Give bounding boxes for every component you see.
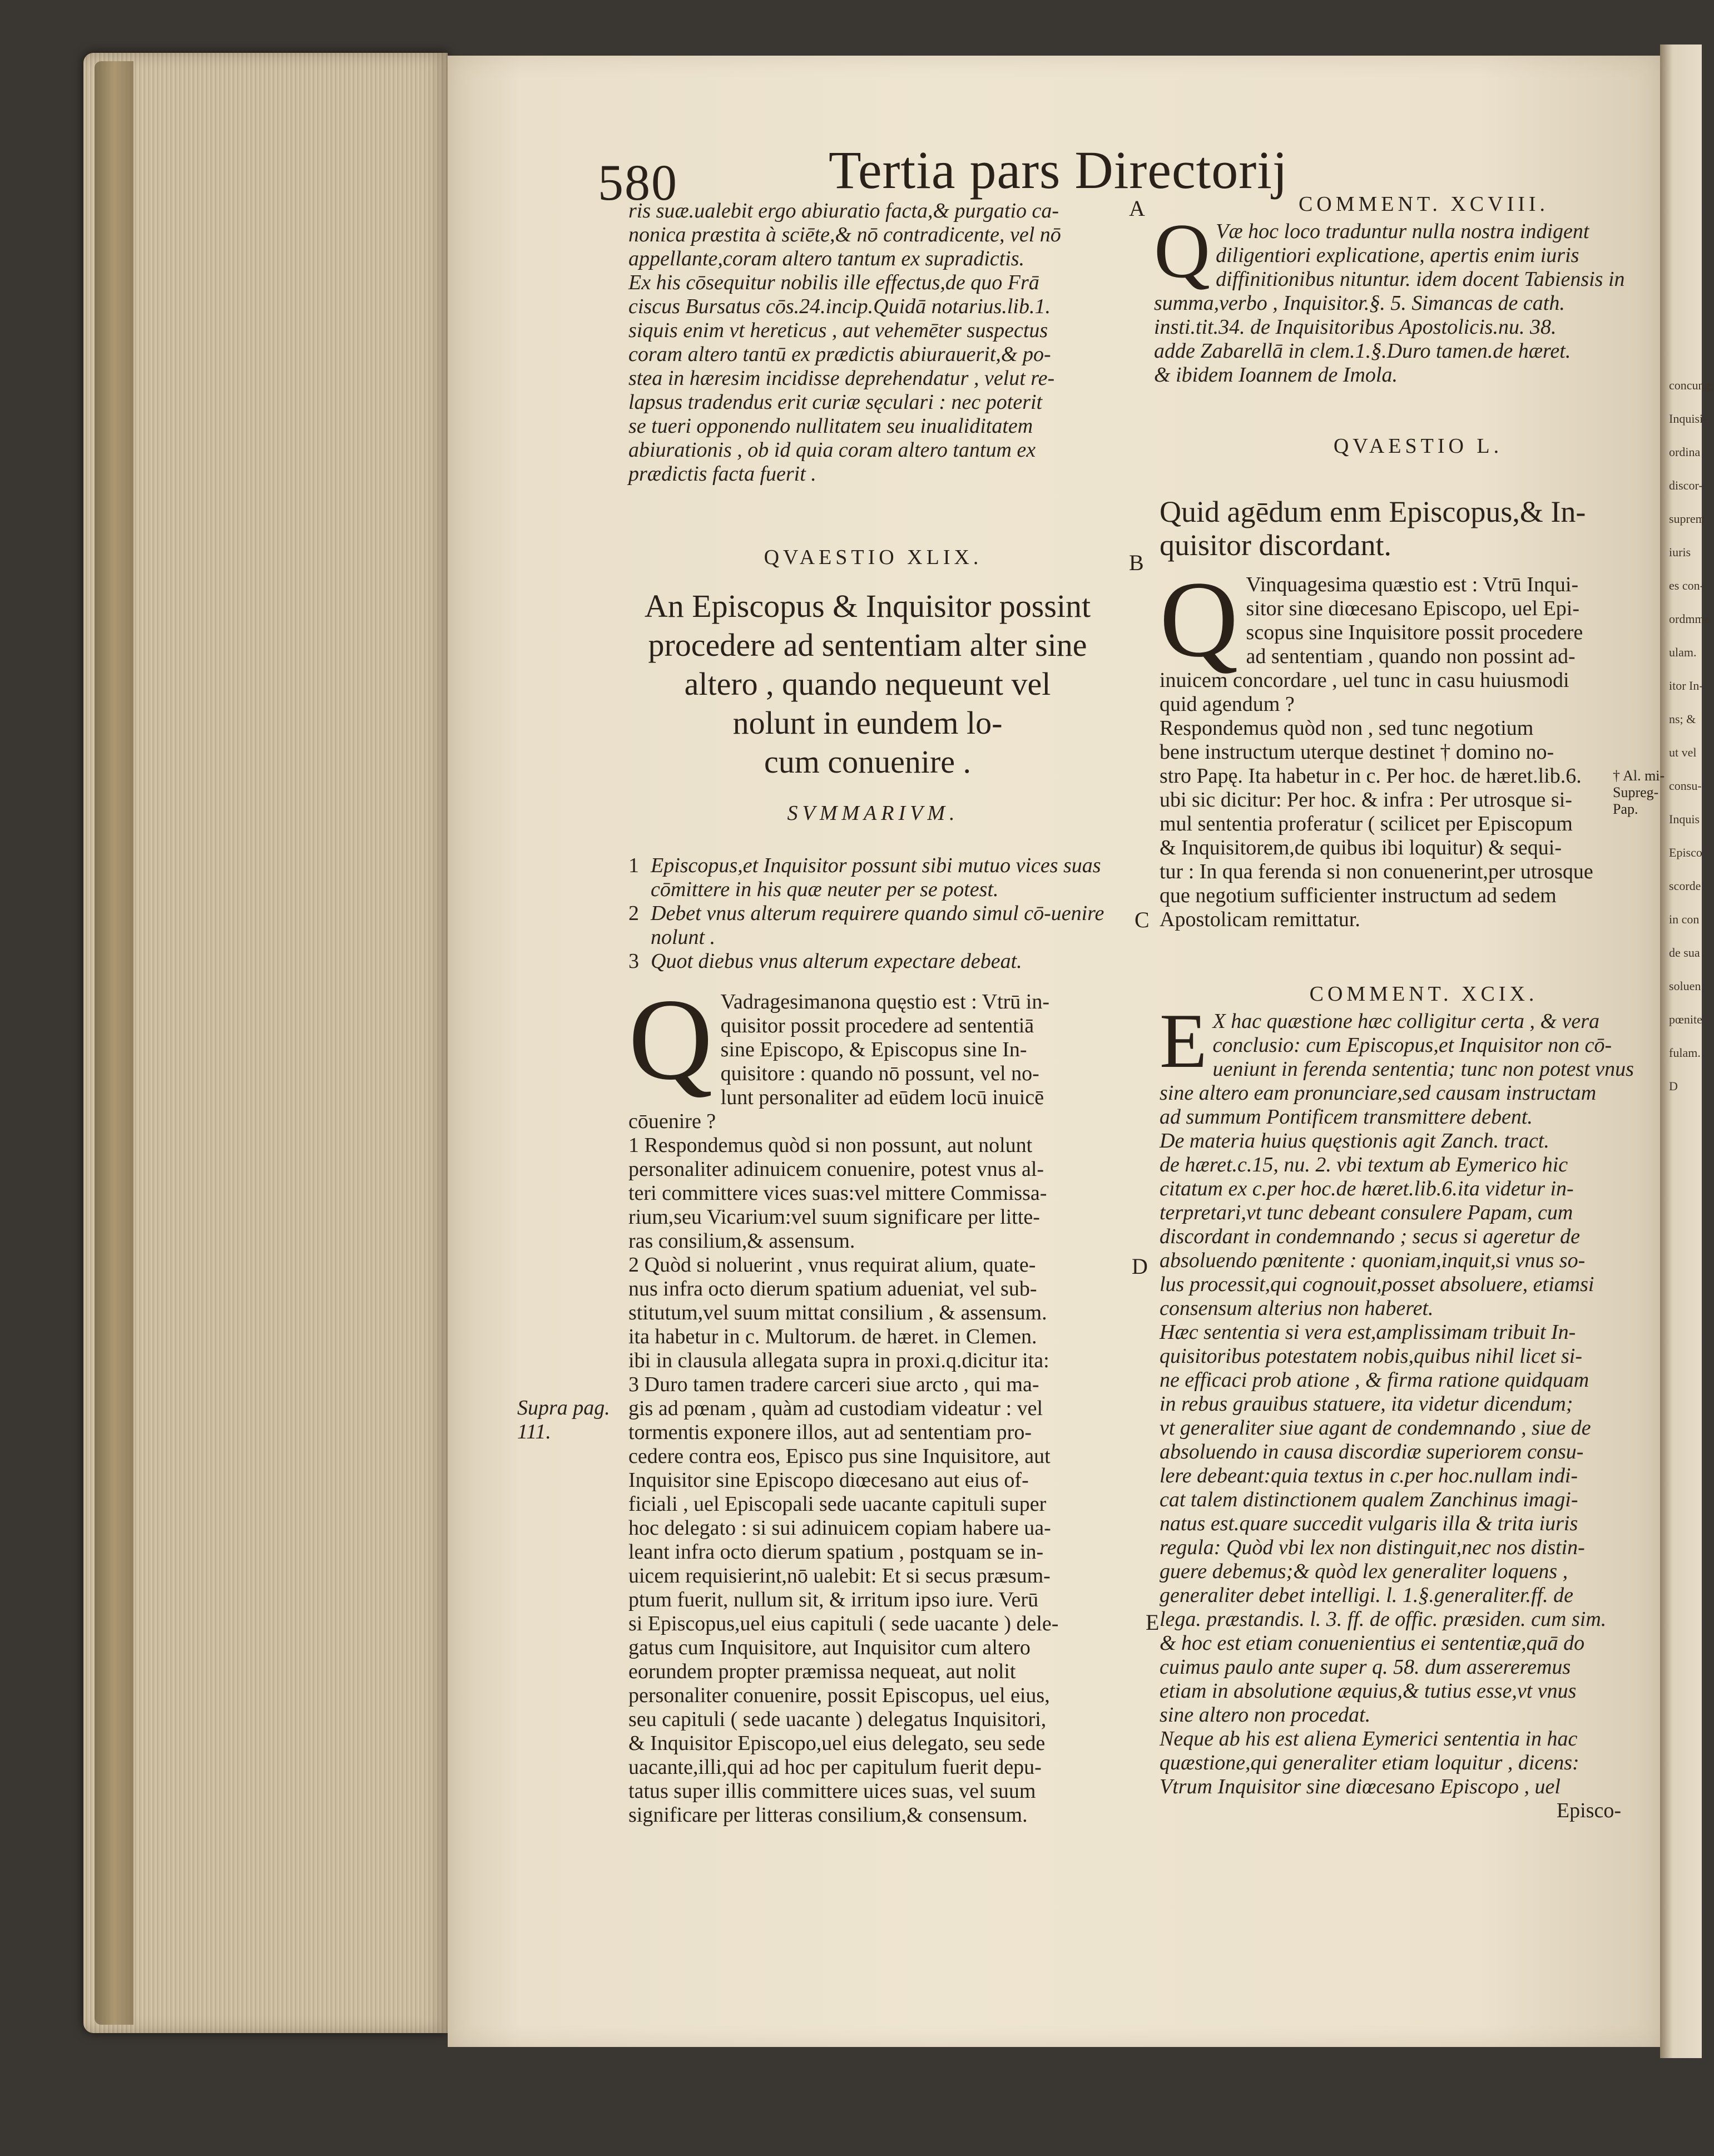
facing-page-text: D	[1669, 1079, 1678, 1093]
text-line: & hoc est etiam conuenientius ei sententiæ,quā do	[1160, 1631, 1585, 1655]
quaestio-50-title	[1160, 495, 1643, 562]
facing-page-text: scorde	[1669, 879, 1701, 893]
text-line: stea in hæresim incidisse deprehendatur , velut re-	[628, 367, 1055, 390]
comment-98-label-block	[1212, 192, 1635, 216]
comment-99-label-block	[1212, 982, 1635, 1006]
facing-page-text: es con-	[1669, 578, 1704, 592]
text-line: X hac quæstione hæc colligitur certa , & vera	[1212, 1010, 1600, 1033]
text-line: vt generaliter siue agant de condemnando , siue de	[1160, 1416, 1591, 1440]
comment-99-label: COMMENT. XCIX.	[1309, 982, 1538, 1006]
title-line: An Episcopus & Inquisitor possint	[644, 588, 1091, 624]
text-line: eorundem propter præmissa nequeat, aut nolit	[628, 1660, 1016, 1683]
text-line: scopus sine Inquisitore possit procedere	[1246, 621, 1583, 644]
margin-letter-b: B	[1129, 550, 1144, 575]
comment-99-body	[1160, 998, 1638, 1823]
text-line: quæstione,qui generaliter etiam loquitur , dicens:	[1160, 1751, 1579, 1774]
page-number: 580	[598, 154, 678, 211]
dropcap-e-comment99: E	[1160, 998, 1207, 1084]
quaestio-49-body	[628, 975, 1118, 1827]
text-line: & ibidem Ioannem de Imola.	[1154, 363, 1398, 387]
text-line: lere debeant:quia textus in c.per hoc.nullam indi-	[1160, 1464, 1578, 1487]
text-line: lunt personaliter ad eūdem locū inuicē cōuenire ?	[628, 1086, 1044, 1133]
quaestio-50-title-block	[1160, 495, 1643, 562]
summarium-item	[628, 950, 1129, 973]
text-line: nonica præstita à sciēte,& nō contradicente, vel nō	[628, 223, 1061, 246]
text-line: lapsus tradendus erit curiæ sęculari : nec poterit	[628, 390, 1043, 414]
catchword: Episco-	[1556, 1799, 1621, 1822]
facing-page-text: ulam.	[1669, 645, 1697, 659]
text-line: adde Zabarellā in clem.1.§.Duro tamen.de hæret.	[1154, 339, 1571, 363]
facing-page-text: suprem	[1669, 512, 1705, 526]
summarium-item	[628, 902, 1129, 950]
quaestio-49-body-text	[628, 975, 1118, 1827]
text-line: Respondemus quòd non , sed tunc negotium	[1160, 716, 1534, 740]
text-line: significare per litteras consilium,& consensum.	[628, 1803, 1028, 1827]
text-line: guere debemus;& quòd lex generaliter loquens ,	[1160, 1560, 1568, 1583]
margin-letter-a: A	[1129, 196, 1145, 221]
text-line: & Inquisitor Episcopo,uel eius delegato, seu sede	[628, 1732, 1046, 1755]
text-line: Apostolicam remittatur.	[1160, 908, 1360, 931]
text-line: gatus cum Inquisitore, aut Inquisitor cum altero	[628, 1636, 1031, 1659]
facing-page-text: in con	[1669, 912, 1700, 926]
text-line: quisitore : quando nō possunt, vel no-	[720, 1062, 1039, 1085]
facing-page-text: itor In-	[1669, 679, 1703, 693]
side-note-line: Supra pag.	[517, 1396, 610, 1420]
text-line: tormentis exponere illos, aut ad sententiam pro-	[628, 1421, 1032, 1444]
text-line: cedere contra eos, Episco pus sine Inquisitore, aut	[628, 1445, 1051, 1468]
text-line: abiurationis , ob id quia coram altero tantum ex	[628, 438, 1036, 462]
text-line: diffinitionibus nituntur. idem docent Tabiensis in	[1216, 268, 1625, 291]
text-line: ita habetur in c. Multorum. de hæret. in Clemen.	[628, 1325, 1037, 1348]
text-line: prædictis facta fuerit .	[628, 462, 816, 486]
comment-99-text	[1160, 998, 1638, 1799]
text-line: ras consilium,& assensum.	[628, 1229, 855, 1253]
facing-page-text: Episco	[1669, 845, 1702, 859]
quaestio-49-label: QVAESTIO XLIX.	[764, 546, 983, 569]
text-line: coram altero tantū ex prædictis abiurauerit,& po-	[628, 343, 1051, 366]
text-line: bene instructum uterque destinet † domino no-	[1160, 740, 1554, 764]
text-line: sine altero non procedat.	[1160, 1703, 1371, 1727]
comment-98-body	[1154, 208, 1638, 387]
summarium-block	[628, 801, 1118, 825]
text-line: Neque ab his est aliena Eymerici sententia in hac	[1160, 1727, 1578, 1750]
quaestio-49-label-block	[628, 545, 1118, 570]
text-line: generaliter debet intelligi. l. 1.§.generaliter.ff. de	[1160, 1584, 1574, 1607]
title-line: quisitor discordant.	[1160, 528, 1391, 562]
summarium-number: 1	[628, 854, 639, 877]
text-line: conclusio: cum Episcopus,et Inquisitor non cō-	[1212, 1034, 1612, 1057]
text-line: cuimus paulo ante super q. 58. dum assereremus	[1160, 1655, 1571, 1679]
text-line: uacante,illi,qui ad hoc per capitulum fuerit depu-	[628, 1756, 1042, 1779]
facing-page-text: soluen	[1669, 979, 1701, 993]
summarium-text: Quot diebus vnus alterum expectare debeat.	[651, 950, 1022, 973]
title-line: procedere ad sententiam alter sine	[648, 627, 1087, 663]
text-line: lus processit,qui cognouit,posset absoluere, etiamsi	[1160, 1273, 1594, 1296]
summarium-label: SVMMARIVM.	[787, 802, 959, 825]
text-line: & Inquisitorem,de quibus ibi loquitur) & sequi-	[1160, 836, 1562, 859]
margin-letter-d: D	[1132, 1254, 1148, 1279]
text-line: natus est.quare succedit vulgaris illa & trita iuris	[1160, 1512, 1578, 1535]
side-note-right	[1613, 768, 1665, 818]
quaestio-50-label-block	[1223, 434, 1613, 458]
text-line: consensum alterius non haberet.	[1160, 1297, 1434, 1320]
text-line: se tueri opponendo nullitatem seu inualiditatem	[628, 414, 1033, 438]
text-line: gis ad pœnam , quàm ad custodiam videatur : vel	[628, 1397, 1043, 1420]
text-line: quisitoribus potestatem nobis,quibus nihil licet si-	[1160, 1344, 1582, 1368]
summarium-item	[628, 854, 1129, 902]
facing-page-text: Inquisi-	[1669, 412, 1707, 426]
text-line: absoluendo in causa discordiæ superiorem consu-	[1160, 1440, 1584, 1463]
text-line: seu capituli ( sede uacante ) delegatus Inquisitori,	[628, 1708, 1047, 1731]
book-cover-spine	[95, 61, 133, 2025]
summarium-number: 2	[628, 902, 639, 925]
quaestio-49-title-block	[612, 587, 1123, 782]
text-line: sine Episcopo, & Episcopus sine In-	[720, 1038, 1027, 1061]
dropcap-q-q50: Q	[1160, 559, 1239, 680]
text-line: ad sententiam , quando non possint ad-	[1246, 645, 1576, 668]
text-line: rium,seu Vicarium:vel suum significare per litte-	[628, 1205, 1040, 1229]
left-top-text	[628, 199, 1118, 486]
summarium-number: 3	[628, 950, 639, 973]
text-line: Hæc sententia si vera est,amplissimam tribuit In-	[1160, 1321, 1576, 1344]
quaestio-50-label: QVAESTIO L.	[1333, 434, 1503, 458]
facing-page-text: iuris	[1669, 545, 1691, 559]
text-line: 1 Respondemus quòd si non possunt, aut nolunt	[628, 1134, 1033, 1157]
text-line: discordant in condemnando ; secus si ageretur de	[1160, 1225, 1581, 1248]
facing-page-text: concung;	[1669, 378, 1714, 392]
title-line: nolunt in eundem lo-	[732, 705, 1003, 741]
comment-98-label: COMMENT. XCVIII.	[1298, 192, 1549, 216]
text-line: quid agendum ?	[1160, 693, 1295, 716]
text-line: personaliter conuenire, possit Episcopus, uel eius,	[628, 1684, 1050, 1707]
text-line: Inquisitor sine Episcopo diœcesano aut eius of-	[628, 1468, 1029, 1492]
text-line: stro Papę. Ita habetur in c. Per hoc. de hæret.lib.6.	[1160, 764, 1582, 788]
text-line: inuicem concordare , uel tunc in casu huiusmodi	[1160, 669, 1569, 692]
summarium-list	[628, 854, 1129, 973]
facing-page-text: Inquis	[1669, 812, 1700, 826]
text-line: hoc delegato : si sui adinuicem copiam habere ua-	[628, 1516, 1051, 1540]
text-line: ptum fuerit, nullum sit, & irritum ipso iure. Verū	[628, 1588, 1039, 1611]
text-line: teri committere vices suas:vel mittere Commissa-	[628, 1181, 1047, 1205]
margin-letter-c: C	[1135, 907, 1150, 932]
facing-page-text: ordina	[1669, 445, 1701, 459]
text-line: sitor sine diœcesano Episcopo, uel Epi-	[1246, 597, 1579, 620]
text-line: etiam in absolutione æquius,& tutius esse,vt vnus	[1160, 1679, 1577, 1703]
text-line: regula: Quòd vbi lex non distinguit,nec nos distin-	[1160, 1536, 1585, 1559]
facing-page-text: ut vel	[1669, 745, 1697, 759]
text-line: leant infra octo dierum spatium , postquam se in-	[628, 1540, 1044, 1564]
text-line: ris suæ.ualebit ergo abiuratio facta,& purgatio ca-	[628, 199, 1059, 222]
facing-page-text: pœnite	[1669, 1012, 1702, 1026]
text-line: ibi in clausula allegata supra in proxi.q.dicitur ita:	[628, 1349, 1049, 1372]
facing-page-text: fulam.	[1669, 1046, 1701, 1060]
summarium-text: Episcopus,et Inquisitor possunt sibi mutuo vices suas cōmittere in his quæ neuter per se potest.	[651, 854, 1101, 901]
facing-page-text: discor-	[1669, 478, 1703, 492]
text-line: absoluendo pœnitente : quoniam,inquit,si vnus so-	[1160, 1249, 1586, 1272]
text-line: Ex his cōsequitur nobilis ille effectus,de quo Frā	[628, 271, 1039, 294]
left-column	[628, 199, 1118, 486]
text-line: diligentiori explicatione, apertis enim iuris	[1216, 244, 1579, 267]
dropcap-q-comment98: Q	[1154, 208, 1211, 294]
facing-page-fragment	[1660, 44, 1714, 2058]
text-line: quisitor possit procedere ad sententiā	[720, 1014, 1034, 1037]
title-line: cum conuenire .	[764, 744, 971, 780]
text-line: Væ hoc loco traduntur nulla nostra indigent	[1216, 220, 1589, 243]
title-line: Quid agēdum enm Episcopus,& In-	[1160, 495, 1586, 528]
text-line: si Episcopus,uel eius capituli ( sede uacante ) dele-	[628, 1612, 1059, 1635]
text-line: ubi sic dicitur: Per hoc. & infra : Per utrosque si-	[1160, 788, 1572, 812]
text-line: de hæret.c.15, nu. 2. vbi textum ab Eymerico hic	[1160, 1153, 1568, 1176]
facing-page-text: de sua	[1669, 946, 1700, 960]
quaestio-49-title	[612, 587, 1123, 782]
text-line: appellante,coram altero tantum ex supradictis.	[628, 247, 1025, 270]
dropcap-q: Q	[628, 975, 713, 1104]
text-line: Vadragesimanona quęstio est : Vtrū in-	[720, 990, 1049, 1013]
side-note-line: † Al. mi-	[1613, 768, 1665, 784]
facing-page-text: consu-	[1669, 779, 1702, 793]
text-line: personaliter adinuicem conuenire, potest vnus al-	[628, 1158, 1044, 1181]
text-line: ciscus Bursatus cōs.24.incip.Quidā notarius.lib.1.	[628, 295, 1051, 318]
text-line: Vinquagesima quæstio est : Vtrū Inqui-	[1246, 573, 1579, 596]
text-line: ueniunt in ferenda sententia; tunc non potest vnus	[1212, 1057, 1634, 1081]
text-line: 3 Duro tamen tradere carceri siue arcto , qui ma-	[628, 1373, 1039, 1396]
text-line: insti.tit.34. de Inquisitoribus Apostolicis.nu. 38.	[1154, 315, 1557, 339]
text-line: tur : In qua ferenda si non conuenerint,per utrosque	[1160, 860, 1593, 883]
text-line: 2 Quòd si noluerint , vnus requirat alium, quate-	[628, 1253, 1036, 1277]
text-line: terpretari,vt tunc debeant consulere Papam, cum	[1160, 1201, 1573, 1224]
summarium-text: Debet vnus alterum requirere quando simul cō-uenire nolunt .	[651, 902, 1104, 949]
text-line: que negotium sufficienter instructum ad sedem	[1160, 884, 1557, 907]
side-note-line: Supreg-	[1613, 784, 1659, 800]
text-line: nus infra octo dierum spatium adueniat, vel sub-	[628, 1277, 1037, 1300]
text-line: sine altero eam pronunciare,sed causam instructam	[1160, 1081, 1597, 1105]
text-line: ne efficaci prob atione , & firma ratione quidquam	[1160, 1368, 1589, 1392]
side-note-line: Pap.	[1613, 801, 1638, 817]
text-line: lega. præstandis. l. 3. ff. de offic. præsiden. cum sim.	[1160, 1608, 1607, 1631]
text-line: cat talem distinctionem qualem Zanchinus imagi-	[1160, 1488, 1578, 1511]
text-line: uicem requisierint,nō ualebit: Et si secus præsum-	[628, 1564, 1051, 1588]
text-line: citatum ex c.per hoc.de hæret.lib.6.ita videtur in-	[1160, 1177, 1574, 1200]
title-line: altero , quando nequeunt vel	[684, 666, 1051, 702]
text-line: Vtrum Inquisitor sine diœcesano Episcopo , uel	[1160, 1775, 1561, 1798]
text-line: summa,verbo , Inquisitor.§. 5. Simancas de cath.	[1154, 291, 1565, 315]
text-line: ad summum Pontificem transmittere debent.	[1160, 1105, 1533, 1129]
text-line: siquis enim vt hereticus , aut vehemēter suspectus	[628, 319, 1048, 342]
margin-letter-e: E	[1146, 1610, 1160, 1635]
side-note-line: 111.	[517, 1420, 551, 1443]
text-line: in rebus grauibus statuere, ita videtur dicendum;	[1160, 1392, 1573, 1416]
facing-page-text: ordmme	[1669, 612, 1710, 626]
side-note-left	[517, 1396, 610, 1444]
text-line: stitutum,vel suum mittat consilium , & assensum.	[628, 1301, 1047, 1324]
text-line: De materia huius quęstionis agit Zanch. tract.	[1160, 1129, 1549, 1153]
book-page-edges	[83, 53, 448, 2033]
facing-page-text: ns; &	[1669, 712, 1696, 726]
running-title: Tertia pars Directorij	[829, 140, 1288, 200]
text-line: tatus super illis committere uices suas, vel suum	[628, 1779, 1036, 1803]
comment-98-text	[1154, 208, 1638, 387]
text-line: ficiali , uel Episcopali sede uacante capituli super	[628, 1492, 1047, 1516]
text-line: mul sententia proferatur ( scilicet per Episcopum	[1160, 812, 1573, 835]
quaestio-50-body	[1160, 559, 1638, 932]
